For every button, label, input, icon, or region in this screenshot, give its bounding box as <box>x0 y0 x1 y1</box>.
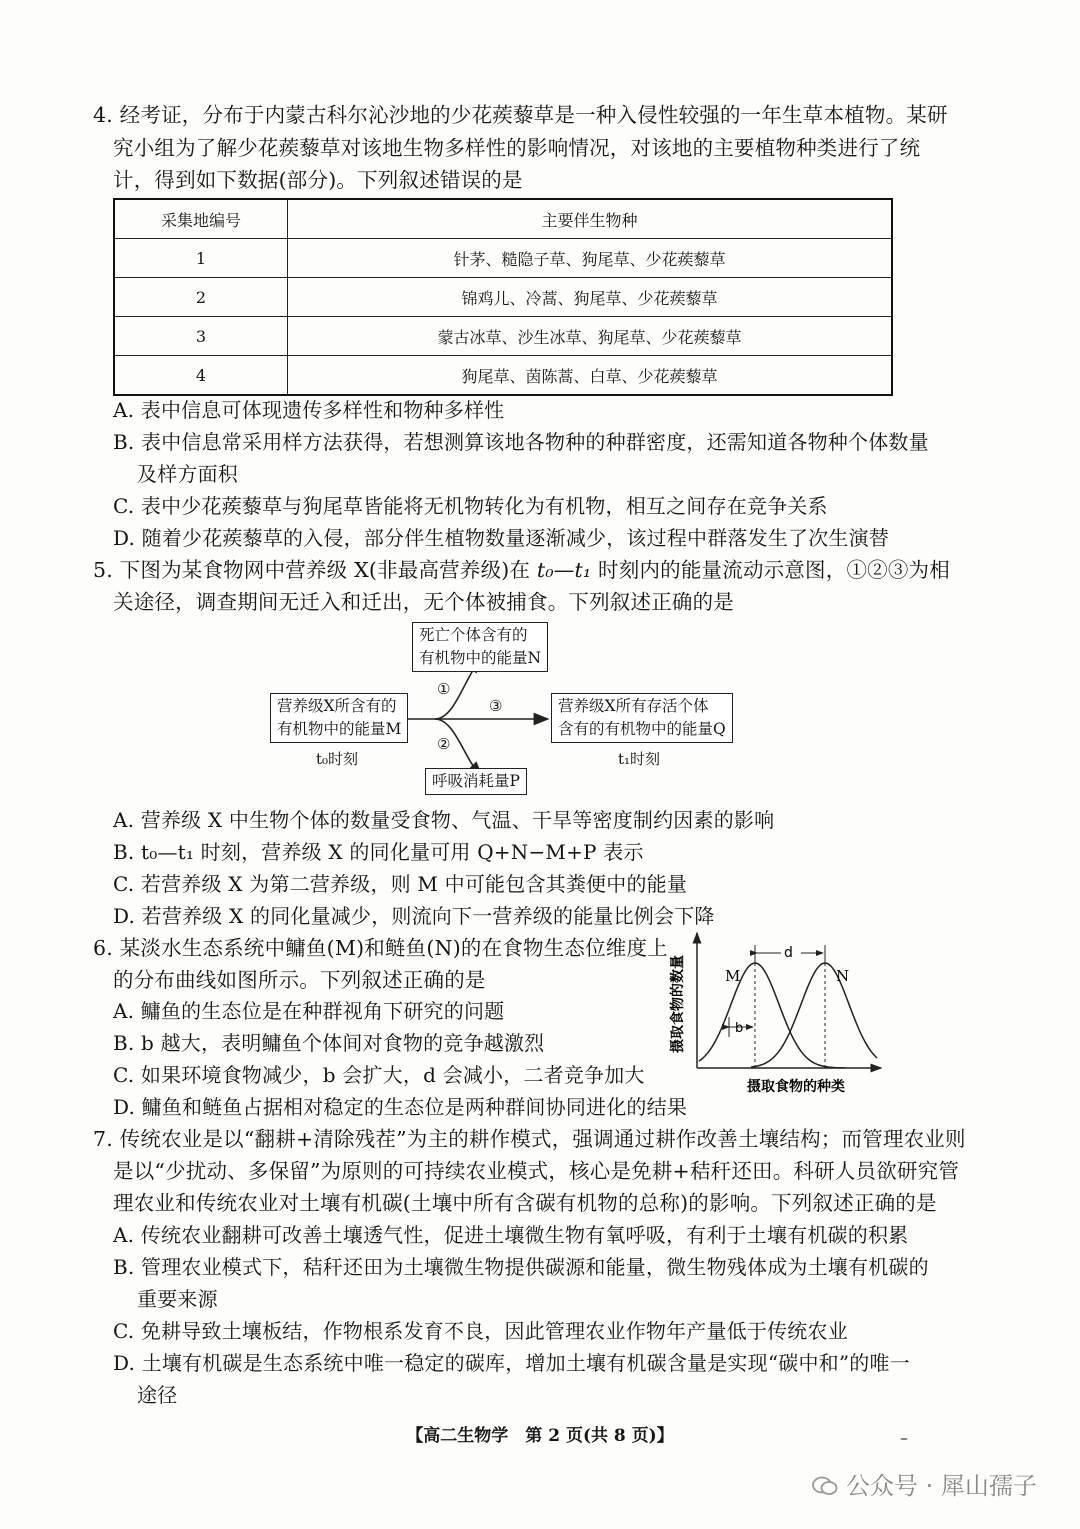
box-left-line-2: 有机物中的能量M <box>277 720 402 738</box>
page-footer: 【高二生物学 第 2 页(共 8 页)】 <box>406 1426 674 1446</box>
q4-option-c: C. 表中少花蒺藜草与狗尾草皆能将无机物转化为有机物，相互之间存在竞争关系 <box>113 494 828 518</box>
q6-option-a: A. 鳙鱼的生态位是在种群视角下研究的问题 <box>113 999 505 1023</box>
q7-option-b-cont: 重要来源 <box>137 1287 218 1311</box>
q7-stem-line-3: 理农业和传统农业对土壤有机碳(土壤中所有含碳有机物的总称)的影响。下列叙述正确的是 <box>113 1191 937 1215</box>
q4-option-b-cont: 及样方面积 <box>137 462 238 486</box>
watermark <box>812 1466 1037 1501</box>
q5-stem-b: 时刻内的能量流动示意图，①②③为相 <box>591 558 950 582</box>
table-header-species: 主要伴生物种 <box>288 199 893 239</box>
table-row <box>114 239 892 278</box>
q5-option-d: D. 若营养级 X 的同化量减少，则流向下一营养级的能量比例会下降 <box>113 904 715 928</box>
box-top-line-2: 有机物中的能量N <box>419 649 542 667</box>
label-n: N <box>836 967 850 985</box>
table-row <box>114 356 892 396</box>
table-cell-site: 2 <box>114 278 288 317</box>
q4-option-b: B. 表中信息常采用样方法获得，若想测算该地各物种的种群密度，还需知道各物种个体数量 <box>113 430 929 454</box>
box-top-line-1: 死亡个体含有的 <box>419 626 528 644</box>
q6-option-d: D. 鳙鱼和鲢鱼占据相对稳定的生态位是两种群间协同进化的结果 <box>113 1095 688 1119</box>
table-cell-site: 1 <box>114 239 288 278</box>
table-row <box>114 317 892 356</box>
q7-option-b: B. 管理农业模式下，秸秆还田为土壤微生物提供碳源和能量，微生物残体成为土壤有机碳的 <box>113 1255 929 1279</box>
box-energy-q <box>551 693 733 743</box>
watermark-text: 公众号 · 犀山孺子 <box>846 1472 1037 1500</box>
q4-stem-line-3: 计，得到如下数据(部分)。下列叙述错误的是 <box>113 168 523 192</box>
q4-stem-line-2: 究小组为了解少花蒺藜草对该地生物多样性的影响情况，对该地的主要植物种类进行了统 <box>113 136 921 160</box>
q7-option-c: C. 免耕导致土壤板结，作物根系发育不良，因此管理农业作物年产量低于传统农业 <box>113 1319 848 1343</box>
q5-stem-a: 5. 下图为某食物网中营养级 X(非最高营养级)在 <box>93 558 537 582</box>
box-left-line-1: 营养级X所含有的 <box>277 697 397 715</box>
label-b: b <box>735 1021 744 1036</box>
q6-stem-line-1: 6. 某淡水生态系统中鳙鱼(M)和鲢鱼(N)的在食物生态位维度上 <box>93 936 668 960</box>
table-cell-site: 3 <box>114 317 288 356</box>
box-dead-energy-n <box>412 622 548 672</box>
q7-stem-line-2: 是以“少扰动、多保留”为原则的可持续农业模式，核心是免耕+秸秆还田。科研人员欲研究管 <box>113 1159 960 1183</box>
label-t0: t₀时刻 <box>316 750 359 768</box>
q5-stem-time: t₀—t₁ <box>536 558 592 582</box>
x-axis-label: 摄取食物的种类 <box>747 1079 845 1095</box>
table-header-row <box>114 199 892 239</box>
q7-option-d: D. 土壤有机碳是生态系统中唯一稳定的碳库，增加土壤有机碳含量是实现“碳中和”的唯一 <box>113 1351 910 1375</box>
q5-option-a: A. 营养级 X 中生物个体的数量受食物、气温、干旱等密度制约因素的影响 <box>113 808 775 832</box>
q4-stem-line-1: 4. 经考证，分布于内蒙古科尔沁沙地的少花蒺藜草是一种入侵性较强的一年生草本植物。某研 <box>93 103 948 127</box>
species-table <box>113 198 893 396</box>
box-energy-m <box>270 693 408 743</box>
niche-curve-graph <box>655 925 895 1100</box>
table-header-site: 采集地编号 <box>114 199 288 239</box>
label-path-2: ② <box>437 735 451 753</box>
table-cell-site: 4 <box>114 356 288 396</box>
table-cell-species: 狗尾草、茵陈蒿、白草、少花蒺藜草 <box>288 356 893 396</box>
curve-m <box>699 963 845 1068</box>
q7-stem-line-1: 7. 传统农业是以“翻耕+清除残茬”为主的耕作模式，强调通过耕作改善土壤结构；而管理农业则 <box>93 1127 966 1151</box>
box-right-line-1: 营养级X所有存活个体 <box>558 697 709 715</box>
label-t1: t₁时刻 <box>618 750 661 768</box>
label-d: d <box>784 945 793 961</box>
q7-option-a: A. 传统农业翻耕可改善土壤透气性，促进土壤微生物有氧呼吸，有利于土壤有机碳的积累 <box>113 1223 909 1247</box>
q6-option-b: B. b 越大，表明鳙鱼个体间对食物的竞争越激烈 <box>113 1031 545 1055</box>
curve-n <box>751 963 877 1067</box>
label-path-3: ③ <box>489 697 503 715</box>
q4-option-d: D. 随着少花蒺藜草的入侵，部分伴生植物数量逐渐减少，该过程中群落发生了次生演替 <box>113 526 890 550</box>
label-m: M <box>725 967 741 985</box>
q7-option-d-cont: 途径 <box>137 1383 178 1407</box>
table-cell-species: 针茅、糙隐子草、狗尾草、少花蒺藜草 <box>288 239 893 278</box>
table-cell-species: 锦鸡儿、冷蒿、狗尾草、少花蒺藜草 <box>288 278 893 317</box>
table-row <box>114 278 892 317</box>
q5-option-c: C. 若营养级 X 为第二营养级，则 M 中可能包含其粪便中的能量 <box>113 872 688 896</box>
box-right-line-2: 含有的有机物中的能量Q <box>558 720 726 738</box>
table-cell-species: 蒙古冰草、沙生冰草、狗尾草、少花蒺藜草 <box>288 317 893 356</box>
footer-mark: – <box>900 1428 908 1447</box>
label-path-1: ① <box>437 680 451 698</box>
q6-stem-line-2: 的分布曲线如图所示。下列叙述正确的是 <box>113 968 486 992</box>
y-axis-label: 摄取食物的数量 <box>670 955 686 1053</box>
box-respiration-p: 呼吸消耗量P <box>425 768 527 795</box>
q4-option-a: A. 表中信息可体现遗传多样性和物种多样性 <box>113 398 505 422</box>
q5-stem-line-2: 关途径，调查期间无迁入和迁出，无个体被捕食。下列叙述正确的是 <box>113 590 734 614</box>
q6-option-c: C. 如果环境食物减少，b 会扩大，d 会减小，二者竞争加大 <box>113 1063 645 1087</box>
q5-stem-line-1 <box>93 555 950 585</box>
q5-option-b: B. t₀—t₁ 时刻，营养级 X 的同化量可用 Q+N−M+P 表示 <box>113 840 644 864</box>
wechat-icon <box>812 1476 838 1496</box>
